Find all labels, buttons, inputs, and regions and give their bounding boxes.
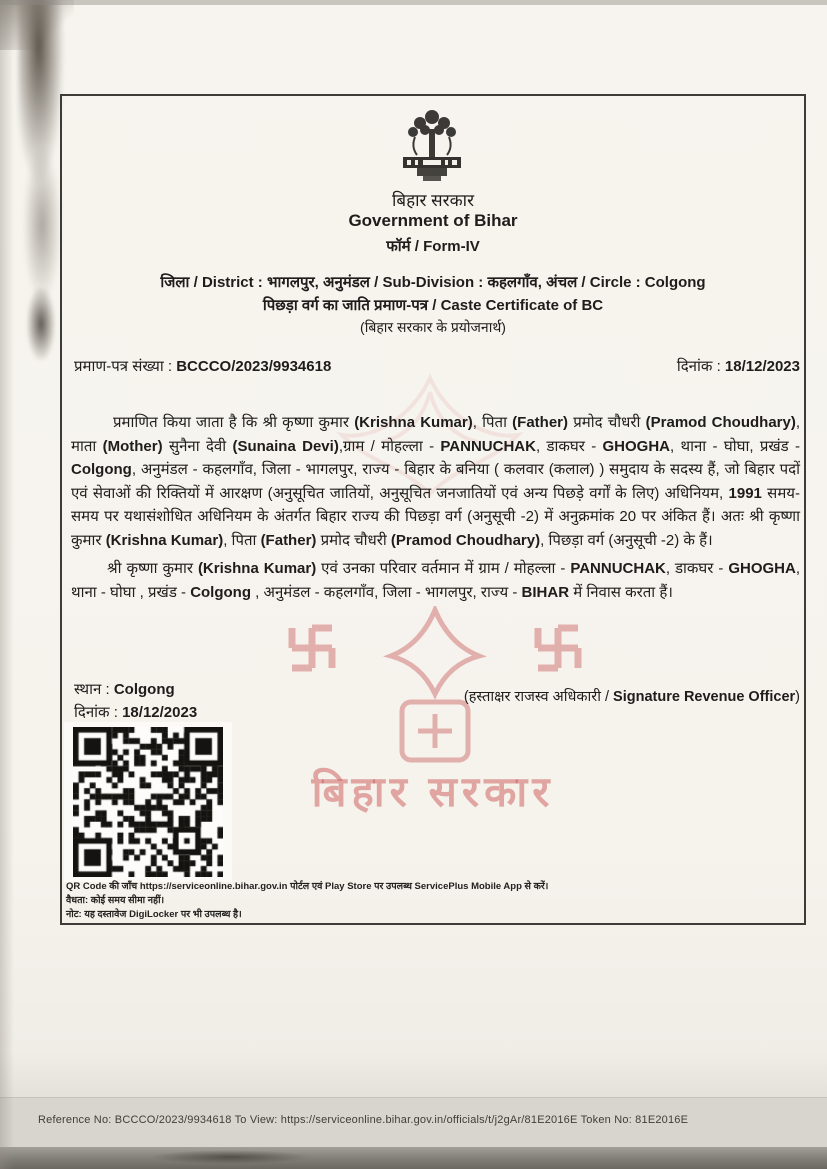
certificate-body-paragraph-1: प्रमाणित किया जाता है कि श्री कृष्णा कुमार (Krishna Kumar), पिता (Father) प्रमोद चौधरी (Pramod Choudhary), माता (Mother) सुनैना देवी (Sunaina Devi),ग्राम / मोहल्ला - PANNUCHAK, डाकघर - GHOGHA, थाना - घोघा, प्रखंड - Colgong, अनुमंडल - कहलगाँव, जिला - भागलपुर, राज्य - बिहार के बनिया ( कलवार (कलाल) ) समुदाय के सदस्य हैं, जो बिहार पदों एवं सेवाओं की रिक्तियों में आरक्षण (अनुसूचित जातियों, अनुसूचित जनजातियों एवं अन्य पिछड़े वर्गों के लिए) अधिनियम, 1991 समय-समय पर यथासंशोधित अधिनियम के अंतर्गत बिहार राज्य की पिछड़ा वर्ग (अनुसूची -2) में अनुक्रमांक 20 पर अंकित हैं। अतः श्री कृष्णा कुमार (Krishna Kumar), पिता (Father) प्रमोद चौधरी (Pramod Choudhary), पिछड़ा वर्ग (अनुसूची -2) के हैं। xyxy=(71,414,801,549)
footer-strip xyxy=(0,1097,827,1147)
issue-date-top: दिनांक : 18/12/2023 xyxy=(676,358,800,375)
qr-note-verification: QR Code की जाँच https://serviceonline.bihar.gov.in पोर्टल एवं Play Store पर उपलब्ध ServicePlus Mobile App से करें। xyxy=(66,881,549,892)
certificate-body-paragraph-2: श्री कृष्णा कुमार (Krishna Kumar) एवं उनका परिवार वर्तमान में ग्राम / मोहल्ला - PANNUCHAK, डाकघर - GHOGHA, थाना - घोघा , प्रखंड - Colgong , अनुमंडल - कहलगाँव, जिला - भागलपुर, राज्य - BIHAR में निवास करता हैं। xyxy=(71,560,800,601)
place-line: स्थान : Colgong xyxy=(74,681,175,698)
signature-revenue-officer-line: (हस्ताक्षर राजस्व अधिकारी / Signature Revenue Officer) xyxy=(463,689,800,705)
scan-bottom-edge xyxy=(0,1147,827,1169)
govt-name-hindi: बिहार सरकार xyxy=(391,191,475,210)
qr-code xyxy=(64,722,232,882)
qr-code-canvas xyxy=(73,727,223,877)
bihar-state-emblem-icon xyxy=(394,104,470,184)
govt-name-english: Government of Bihar xyxy=(348,211,518,230)
form-number: फॉर्म / Form-IV xyxy=(386,238,480,255)
date-line: दिनांक : 18/12/2023 xyxy=(74,704,198,721)
purpose-line: (बिहार सरकार के प्रयोजनार्थ) xyxy=(360,319,506,335)
qr-note-validity: वैधता: कोई समय सीमा नहीं। xyxy=(66,895,165,906)
certificate-number: प्रमाण-पत्र संख्या : BCCCO/2023/9934618 xyxy=(74,358,332,375)
certificate-title: पिछड़ा वर्ग का जाति प्रमाण-पत्र / Caste Certificate of BC xyxy=(262,297,604,314)
footer-reference: Reference No: BCCCO/2023/9934618 To View: https://serviceonline.bihar.gov.in/officials/t/j2gAr/81E2016E Token No: 81E2016E xyxy=(38,1114,689,1126)
qr-note-digilocker: नोट: यह दस्तावेज DigiLocker पर भी उपलब्ध है। xyxy=(66,909,242,920)
watermark-text: बिहार सरकार xyxy=(311,768,555,815)
district-subdivision-circle-line: जिला / District : भागलपुर, अनुमंडल / Sub-Division : कहलगाँव, अंचल / Circle : Colgong xyxy=(160,274,706,291)
